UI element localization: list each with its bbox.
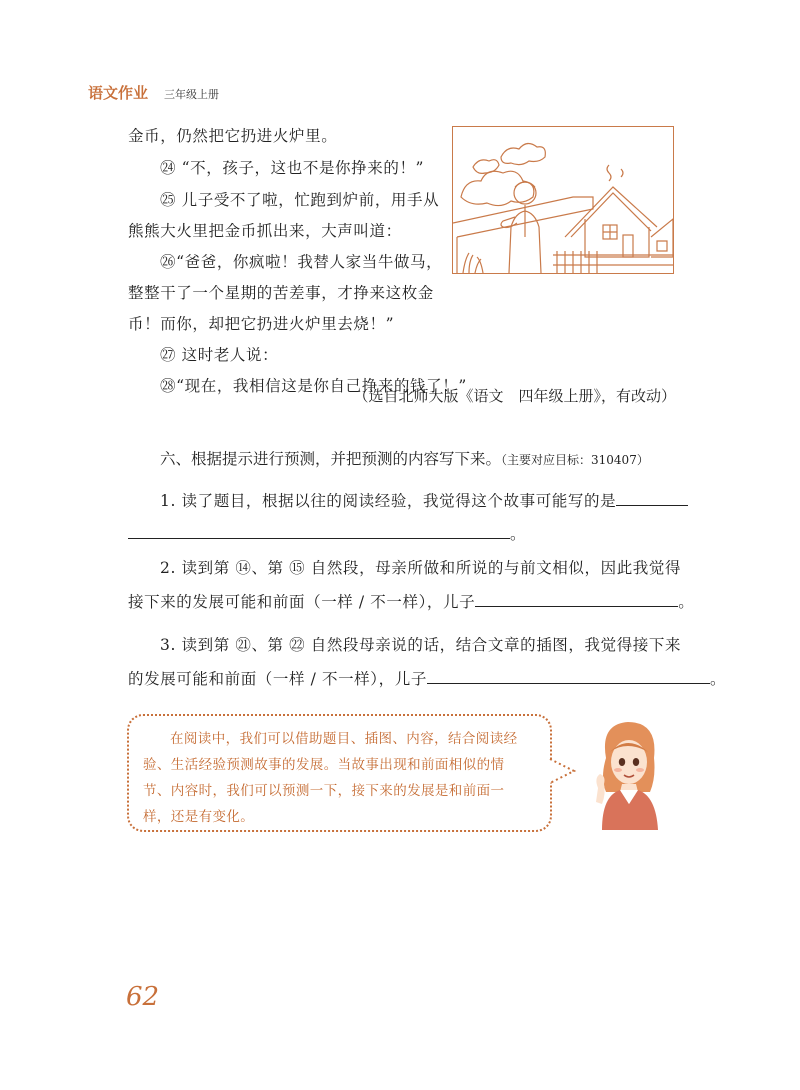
question-2-text: 接下来的发展可能和前面（一样 / 不一样），儿子 [128,593,476,611]
story-line: ㉖“爸爸，你疯啦！我替人家当牛做马， [160,253,443,271]
story-line: 整整干了一个星期的苦差事，才挣来这枚金 [128,284,434,302]
tip-bubble [127,714,552,832]
tip-line: 节、内容时，我们可以预测一下，接下来的发展是和前面一 [143,783,505,799]
story-illustration [452,126,674,274]
question-heading [160,447,649,469]
answer-blank-1a[interactable] [616,504,688,506]
book-title: 语文作业 [88,84,149,102]
question-title: 六、根据提示进行预测，并把预测的内容写下来。 [160,450,502,468]
story-line: 币！而你，却把它扔进火炉里去烧！” [128,315,395,333]
tip-line: 验、生活经验预测故事的发展。当故事出现和前面相似的情 [143,757,505,773]
question-1-text: 1. 读了题目，根据以往的阅读经验，我觉得这个故事可能写的是 [160,492,617,510]
answer-blank-3[interactable] [427,682,710,684]
tip-line: 样，还是有变化。 [143,809,255,825]
answer-blank-1b[interactable] [128,538,510,539]
question-1 [160,489,688,511]
question-2-line-1: 2. 读到第 ⑭、第 ⑮ 自然段，母亲所做和所说的与前文相似，因此我觉得 [160,559,682,577]
story-line: ㉗ 这时老人说： [160,346,279,364]
tip-line: 在阅读中，我们可以借助题目、插图、内容，结合阅读经 [170,731,518,747]
answer-blank-2[interactable] [475,605,678,607]
story-line: 熊熊大火里把金币抓出来，大声叫道： [128,222,402,240]
question-3-text: 的发展可能和前面（一样 / 不一样），儿子 [128,670,427,688]
story-line: ㉘“现在，我相信这是你自己挣来的钱了！” [160,377,467,395]
question-2-line-2 [128,590,694,612]
bubble-tail [548,757,578,787]
story-line: ㉕ 儿子受不了啦，忙跑到炉前，用手从 [160,191,440,209]
question-1-end: 。 [510,525,527,543]
question-2-end: 。 [678,593,695,611]
story-line: 金币，仍然把它扔进火炉里。 [128,127,338,145]
page-number: 62 [126,982,160,1012]
target-note: （主要对应目标：310407） [501,453,649,467]
source-citation: （选自北师大版《语文 四年级上册》，有改动） [353,387,676,405]
girl-illustration [584,718,674,830]
question-3-line-1: 3. 读到第 ㉑、第 ㉒ 自然段母亲说的话，结合文章的插图，我觉得接下来 [160,636,682,654]
question-3-end: 。 [709,670,727,688]
question-3-line-2 [128,667,726,689]
story-line: ㉔ “不，孩子，这也不是你挣来的！” [160,159,425,177]
page-header [88,82,219,103]
grade-label: 三年级上册 [164,88,220,101]
